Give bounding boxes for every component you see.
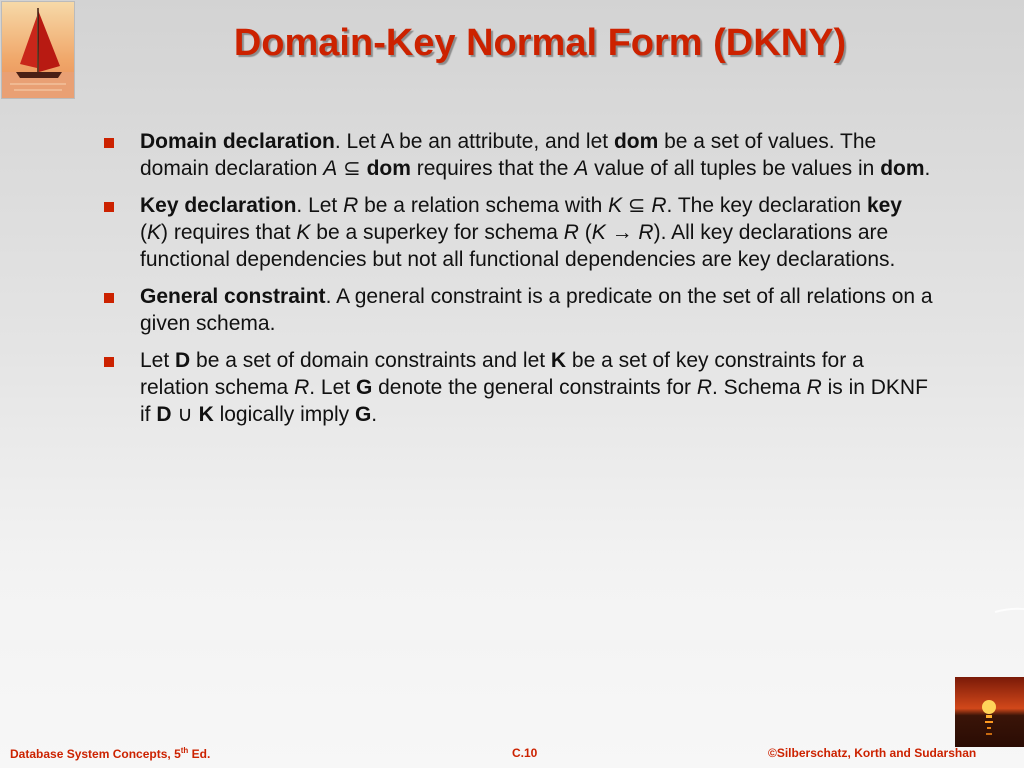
bullet-item bbox=[104, 283, 934, 337]
bold-term: K bbox=[550, 349, 567, 372]
bullet-text: . bbox=[371, 403, 378, 426]
bullet-text: is in DKNF if bbox=[140, 376, 928, 426]
bullet-text: ( bbox=[140, 221, 147, 244]
bold-term: G bbox=[354, 403, 372, 426]
bullet-text: be a set of domain constraints and let bbox=[190, 349, 551, 372]
italic-symbol: R bbox=[806, 376, 822, 399]
bullet-text: value of all tuples be values in bbox=[588, 157, 881, 180]
italic-symbol: K bbox=[296, 221, 311, 244]
italic-symbol: R bbox=[638, 221, 654, 244]
bullet-square-icon bbox=[104, 293, 114, 303]
bullet-text: ). All key declarations are functional dependencies but not all functional dependencies are key declarations. bbox=[140, 221, 896, 271]
footer-copyright: ©Silberschatz, Korth and Sudarshan bbox=[768, 746, 977, 760]
bold-term: dom bbox=[366, 157, 411, 180]
bullet-text: ) requires that bbox=[161, 221, 297, 244]
bullet-text: . Let A be an attribute, and let bbox=[334, 130, 614, 153]
bullet-text: . The key declaration bbox=[666, 194, 867, 217]
bold-term: Key declaration bbox=[140, 194, 297, 217]
bullet-text: ⊆ bbox=[622, 194, 652, 217]
bullet-text: requires that the bbox=[410, 157, 575, 180]
bold-term: dom bbox=[613, 130, 659, 153]
italic-symbol: K bbox=[608, 194, 623, 217]
bullet-text: → bbox=[605, 221, 639, 244]
italic-symbol: K bbox=[591, 221, 606, 244]
bullet-list bbox=[104, 128, 934, 438]
bullet-text: . Let bbox=[296, 194, 344, 217]
footer-book-title: Database System Concepts, 5th Ed. bbox=[10, 746, 211, 761]
italic-symbol: R bbox=[651, 194, 667, 217]
bold-term: dom bbox=[880, 157, 925, 180]
bullet-text: ⊆ bbox=[337, 157, 367, 180]
bullet-text: . bbox=[924, 157, 931, 180]
bullet-text: be a set of values. The domain declaration bbox=[140, 130, 877, 180]
italic-symbol: R bbox=[294, 376, 310, 399]
bullet-text: . Let bbox=[309, 376, 356, 399]
italic-symbol: R bbox=[696, 376, 713, 399]
bold-term: K bbox=[198, 403, 214, 426]
bullet-item bbox=[104, 128, 934, 182]
bullet-text: . Schema bbox=[712, 376, 807, 399]
bold-term: D bbox=[156, 403, 172, 426]
bullet-text: be a relation schema with bbox=[358, 194, 609, 217]
bullet-square-icon bbox=[104, 138, 114, 148]
bullet-text: . A general constraint is a predicate on the set of all relations on a given schema. bbox=[140, 285, 933, 335]
italic-symbol: A bbox=[574, 157, 589, 180]
bullet-text: ( bbox=[578, 221, 592, 244]
footer-page-number: C.10 bbox=[512, 746, 538, 760]
italic-symbol: R bbox=[563, 221, 579, 244]
slide-title: Domain-Key Normal Form (DKNY) bbox=[233, 22, 847, 64]
bold-term: G bbox=[355, 376, 373, 399]
italic-symbol: K bbox=[147, 221, 162, 244]
bold-term: key bbox=[866, 194, 902, 217]
bullet-text: logically imply bbox=[213, 403, 355, 426]
italic-symbol: A bbox=[323, 157, 338, 180]
sailboat-logo-icon bbox=[1, 1, 75, 99]
bullet-square-icon bbox=[104, 357, 114, 367]
bullet-text: denote the general constraints for bbox=[372, 376, 697, 399]
bullet-square-icon bbox=[104, 202, 114, 212]
bullet-text: Let bbox=[140, 349, 176, 372]
bullet-text: be a superkey for schema bbox=[310, 221, 564, 244]
bullet-item bbox=[104, 192, 934, 273]
sunset-logo-icon bbox=[955, 677, 1024, 747]
bold-term: D bbox=[175, 349, 191, 372]
bullet-item bbox=[104, 347, 934, 428]
bold-term: General constraint bbox=[140, 285, 326, 308]
italic-symbol: R bbox=[343, 194, 359, 217]
bold-term: Domain declaration bbox=[140, 130, 335, 153]
bullet-text: be a set of key constraints for a relation schema bbox=[140, 349, 864, 399]
bullet-text: ∪ bbox=[171, 403, 199, 426]
